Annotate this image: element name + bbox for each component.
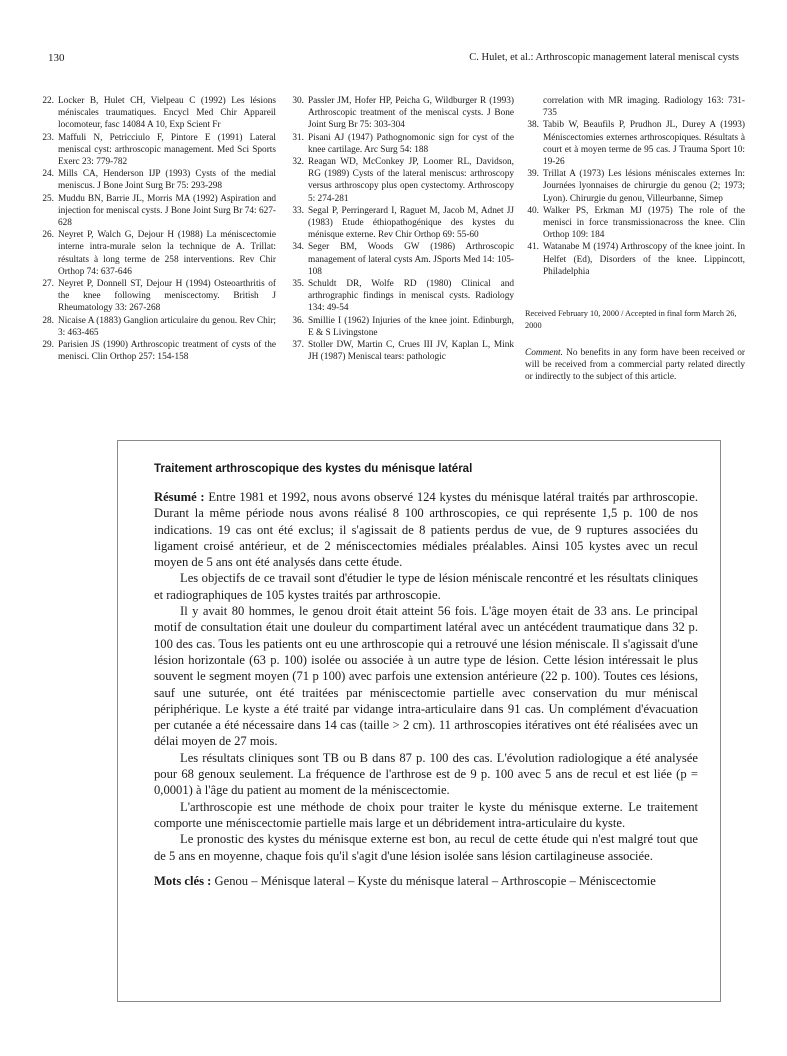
reference-number: 28. (42, 315, 54, 326)
reference-text: Parisien JS (1990) Arthroscopic treatment of cysts of the menisci. Clin Orthop 257: 154-158 (58, 340, 276, 363)
reference-text: Muddu BN, Barrie JL, Morris MA (1992) Aspiration and injection for meniscal cysts. J Bone Joint Surg Br 74: 627-628 (58, 193, 276, 229)
reference-number: 26. (42, 230, 54, 241)
reference-item (22, 193, 276, 230)
reference-item (22, 132, 276, 169)
reference-text: Nicaise A (1883) Ganglion articulaire du genou. Rev Chir; 3: 463-465 (58, 315, 276, 338)
abstract-paragraph: Le pronostic des kystes du ménisque externe est bon, au recul de cette étude qui n'est malgré tout que de 5 ans en moyenne, chaque fois qu'il s'agit d'une lésion isolée sans lésion cartilagineuse associée. (154, 832, 698, 863)
reference-text: Tabib W, Beaufils P, Prudhon JL, Durey A (1993) Méniscectomies externes arthroscopiques. Résultats à court et à moyen terme de 95 cas. J Trauma Sport 10: 19-26 (543, 120, 745, 168)
comment-label: Comment. (525, 348, 563, 359)
reference-text: Seger BM, Woods GW (1986) Arthroscopic management of lateral cysts Am. JSports Med 14: 105-108 (308, 242, 514, 277)
reference-item (286, 132, 514, 156)
reference-number: 38. (527, 120, 539, 131)
resume-label: Résumé : (154, 490, 205, 504)
abstract-paragraph: Il y avait 80 hommes, le genou droit était atteint 56 fois. L'âge moyen était de 33 ans. Le principal motif de consultation était une douleur du compartiment latéral avec un antécédent traumatique dans 32 p. 100 des cas. Tous les patients ont eu une arthroscopie qui a retrouvé une lésion méniscale. Il s'agissait d'une lésion horizontale (63 p. 100) isolée ou associée à un autre type de lésion. Cette lésion intéressait le plus souvent le segment moyen (71 p 100) avec parfois une extension antérieure (22 p. 100). Toutes ces lésions, sauf une suturée, ont été traitées par méniscectomie partielle avec conservation du mur méniscal périphérique. Le kyste a été traité par vidange intra-articulaire dans 91 cas. Un complément d'évacuation per cutanée a été nécessaire dans 14 cas (taille > 2 cm). 11 arthroscopies itératives ont été réalisées avec un délai moyen de 27 mois. (154, 604, 698, 749)
reference-text: Schuldt DR, Wolfe RD (1980) Clinical and arthrographic findings in meniscal cysts. Radiology 134: 49-54 (308, 279, 514, 314)
reference-item (521, 168, 745, 205)
reference-continuation: correlation with MR imaging. Radiology 163: 731-735 (543, 96, 745, 119)
reference-item (22, 315, 276, 339)
reference-item (22, 168, 276, 192)
reference-item (286, 156, 514, 205)
reference-item (22, 339, 276, 363)
reference-text: Smillie I (1962) Injuries of the knee joint. Edinburgh, E & S Livingstone (308, 315, 514, 338)
keywords-label: Mots clés : (154, 873, 212, 888)
keywords-text: Genou – Ménisque lateral – Kyste du ménisque lateral – Arthroscopie – Méniscectomie (211, 873, 656, 888)
reference-text: Pisani AJ (1947) Pathognomonic sign for cyst of the knee cartilage. Arc Surg 54: 188 (308, 132, 514, 155)
abstract-paragraph: L'arthroscopie est une méthode de choix pour traiter le kyste du ménisque externe. Le traitement comporte une méniscectomie partielle mais large et un débridement intra-articulaire du kyste. (154, 799, 698, 830)
reference-text: Locker B, Hulet CH, Vielpeau C (1992) Les lésions méniscales traumatiques. Encycl Med Chir Appareil locomoteur, fasc 14084 A 10, Exp Scient Fr (58, 96, 276, 131)
references-column-1 (22, 95, 276, 363)
keywords (154, 873, 698, 889)
reference-text: Mills CA, Henderson IJP (1993) Cysts of the medial meniscus. J Bone Joint Surg Br 75: 293-298 (58, 169, 276, 192)
abstract-box (117, 440, 721, 1002)
page-number: 130 (48, 52, 65, 64)
reference-text: Passler JM, Hofer HP, Peicha G, Wildburger R (1993) Arthroscopic treatment of the meniscal cysts. J Bone Joint Surg Br 75: 303-304 (308, 96, 514, 131)
reference-number: 22. (42, 96, 54, 106)
reference-text: Segal P, Perringerard I, Raguet M, Jacob M, Adnet JJ (1983) Etude éthiopathogénique des kystes du ménisque externe. Rev Chir Orthop 69: 55-60 (308, 205, 514, 241)
reference-number: 36. (292, 315, 304, 326)
reference-text: Watanabe M (1974) Arthroscopy of the knee joint. In Helfet (Ed), Disorders of the knee. Lippincott, Philadelphia (543, 242, 745, 277)
comment-text: No benefits in any form have been received or will be received from a commercial party related directly or indirectly to the subject of this article. (525, 348, 745, 383)
reference-item (286, 95, 514, 132)
reference-item (286, 278, 514, 315)
reference-number: 41. (527, 242, 539, 253)
reference-item (286, 315, 514, 339)
reference-item (22, 229, 276, 278)
reference-text: Walker PS, Erkman MJ (1975) The role of the menisci in force transmissionacross the knee. Clin Orthop 109: 184 (543, 205, 745, 241)
reference-item (286, 339, 514, 363)
abstract-paragraph: Les résultats cliniques sont TB ou B dans 87 p. 100 des cas. L'évolution radiologique a été analysée pour 68 genoux seulement. La fréquence de l'arthrose est de 9 p. 100 avec 5 ans de recul et est liée (p = 0,0001) à l'âge du patient au moment de la méniscectomie. (154, 750, 698, 798)
reference-item (286, 241, 514, 278)
references-column-3 (521, 95, 745, 384)
reference-item (521, 119, 745, 168)
reference-item (521, 241, 745, 278)
reference-text: Stoller DW, Martin C, Crues III JV, Kaplan L, Mink JH (1987) Meniscal tears: pathologic (308, 340, 514, 363)
comment-note (525, 347, 745, 384)
reference-number: 32. (292, 157, 304, 168)
reference-number: 37. (292, 340, 304, 351)
reference-number: 33. (292, 205, 304, 216)
references-column-2 (286, 95, 514, 363)
reference-item (22, 95, 276, 132)
reference-number: 31. (292, 132, 304, 143)
reference-number: 27. (42, 279, 54, 290)
abstract-title: Traitement arthroscopique des kystes du ménisque latéral (154, 463, 473, 475)
abstract-body (154, 489, 698, 889)
reference-text: Trillat A (1973) Les lésions méniscales externes In: Journées lyonnaises de chirurgie du genou (2; 1973; Lyon). Chirurgie du genou, Villeurbanne, Simep (543, 169, 745, 204)
abstract-paragraph (154, 489, 698, 570)
reference-text: Maffuli N, Petricciulo F, Pintore E (1991) Lateral meniscal cyst: arthroscopic management. Med Sci Sports Exerc 23: 779-782 (58, 132, 276, 168)
reference-text: Neyret P, Donnell ST, Dejour H (1994) Osteoarthritis of the knee following meniscectomy. British J Rheumatology 33: 267-268 (58, 279, 276, 314)
reference-item (521, 205, 745, 242)
reference-number: 39. (527, 169, 539, 180)
reference-item (286, 205, 514, 242)
reference-number: 40. (527, 205, 539, 216)
abstract-text: Entre 1981 et 1992, nous avons observé 124 kystes du ménisque latéral traités par arthroscopie. Durant la même période nous avons réalisé 8 100 arthroscopies, ce qui représente 1,5 p. 100 de nos indications. 19 cas ont été exclus; il s'agissait de 8 patients perdus de vue, de 9 ruptures associées du ligament croisé antérieur, et de 2 méniscectomies médiales préalables. Ainsi 105 kystes avec un recul moyen de 5 ans ont été analysés dans cette étude. (154, 490, 699, 570)
reference-number: 29. (42, 340, 54, 351)
running-title: C. Hulet, et al.: Arthroscopic management lateral meniscal cysts (469, 52, 739, 63)
abstract-paragraph: Les objectifs de ce travail sont d'étudier le type de lésion méniscale rencontré et les résultats cliniques et radiographiques de 105 kystes traités par arthroscopie. (154, 571, 698, 602)
reference-number: 25. (42, 193, 54, 204)
reference-text: Reagan WD, McConkey JP, Loomer RL, Davidson, RG (1989) Cysts of the lateral meniscus: arthroscopy versus arthroscopy plus open cystectomy. Arthroscopy 5: 274-281 (308, 157, 514, 204)
reference-number: 34. (292, 242, 304, 253)
reference-number: 35. (292, 279, 304, 290)
received-dates: Received February 10, 2000 / Accepted in final form March 26, 2000 (525, 309, 737, 330)
reference-number: 24. (42, 169, 54, 180)
reference-text: Neyret P, Walch G, Dejour H (1988) La méniscectomie interne intra-murale selon la technique de A. Trillat: résultats à long terme de 258 interventions. Rev Chir Orthop 74: 637-646 (58, 230, 276, 277)
reference-item (22, 278, 276, 315)
reference-number: 30. (292, 96, 304, 106)
reference-number: 23. (42, 132, 54, 143)
